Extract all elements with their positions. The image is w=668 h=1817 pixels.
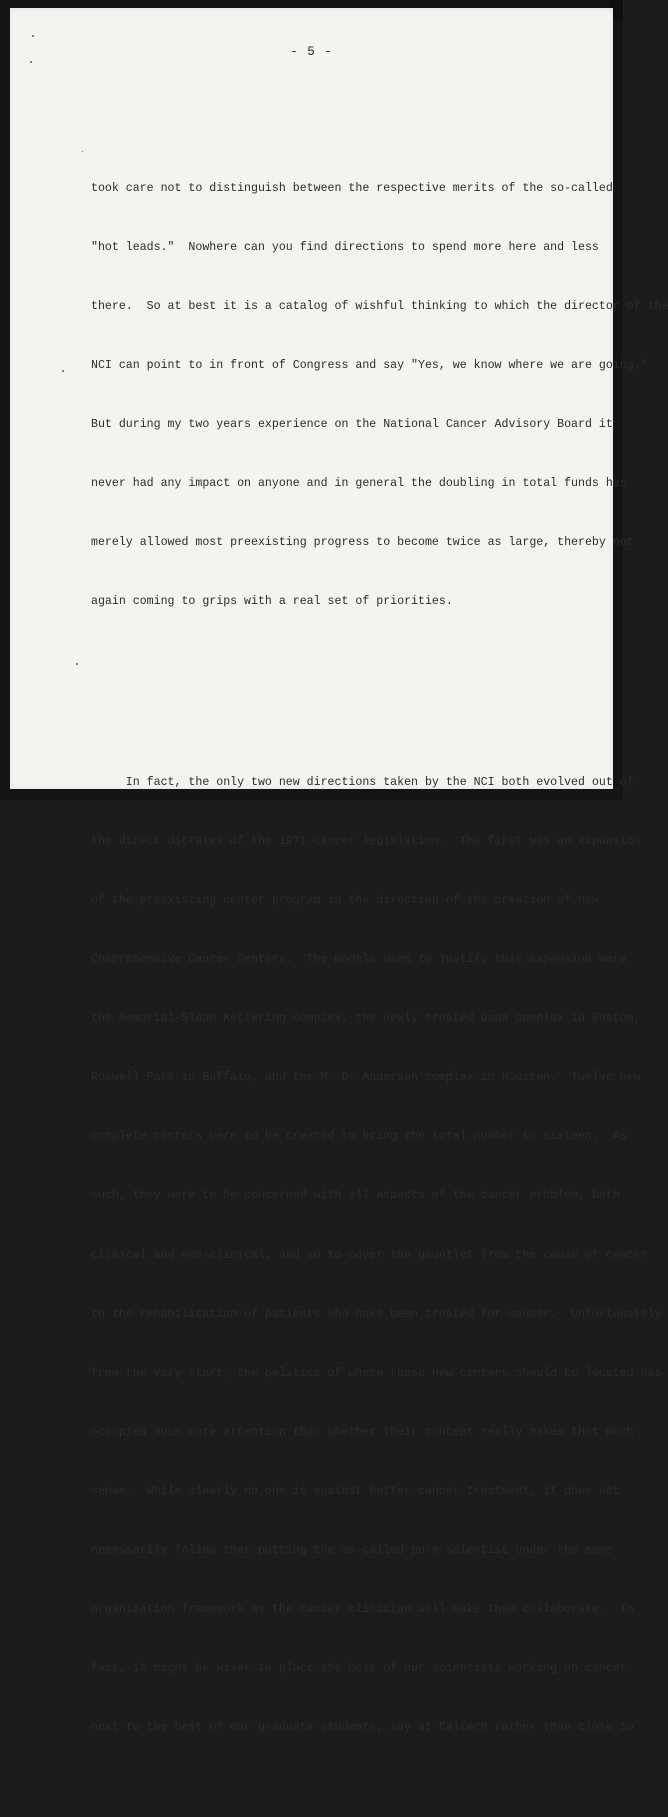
paragraph-2 <box>91 733 662 1777</box>
text-line: never had any impact on anyone and in general the doubling in total funds has <box>91 477 627 491</box>
text-line: the direct dictates of the 1971 cancer legislation. The first was an expansion <box>91 834 641 848</box>
scan-speck <box>30 61 32 63</box>
text-line: occupied much more attention than whether their concept really makes that much <box>91 1425 634 1439</box>
scan-speck <box>32 35 34 37</box>
text-line: "hot leads." Nowhere can you find directions to spend more here and less <box>91 240 599 254</box>
text-line: NCI can point to in front of Congress and say "Yes, we know where we are going." <box>91 359 648 373</box>
scan-speck <box>76 663 78 665</box>
text-line: merely allowed most preexisting progress to become twice as large, thereby not <box>91 536 634 550</box>
text-line: necessarily follow that putting the so-called pure scientist under the same <box>91 1544 613 1557</box>
scan-speck <box>62 370 64 372</box>
text-line: sense. While clearly no one is against better cancer treatment, it does not <box>91 1484 620 1498</box>
text-line: from the very start, the politics of where these new centers should be located has <box>91 1366 662 1380</box>
body-text <box>91 100 668 1817</box>
text-line: there. So at best it is a catalog of wishful thinking to which the director of the <box>91 300 668 313</box>
text-line: organization framework as the cancer clinician will make them collaborate. In <box>91 1603 634 1617</box>
text-line: such, they were to be concerned with all aspects of the cancer problem, both <box>91 1189 620 1203</box>
text-line: of the preexisting center program in the direction of the creation of new <box>91 893 599 907</box>
text-line: took care not to distinguish between the respective merits of the so-called <box>91 181 613 195</box>
page-number: - 5 - <box>290 45 333 59</box>
document-page <box>10 8 668 1735</box>
text-line: next to the best of our graduate students, say at Caltech rather than close to <box>91 1721 634 1735</box>
paragraph-1 <box>91 139 668 651</box>
paragraph-spacer <box>91 691 611 694</box>
text-line: In fact, the only two new directions taken by the NCI both evolved out of <box>91 775 634 789</box>
text-line: the Memorial-Sloan Kettering complex, the newly created Dana complex in Boston, <box>91 1012 641 1026</box>
text-line: Roswell Park in Buffalo, and the M. D. Anderson complex in Houston. Twelve new <box>91 1071 641 1085</box>
text-line: clinical and non-clinical, and so to cover the gauntlet from the cause of cancer <box>91 1248 648 1262</box>
text-line: Comprehensive Cancer Centers. The models used to justify this expansion were <box>91 953 627 967</box>
text-line: to the rehabilitation of patients who have been treated for cancer. Unfortunately <box>91 1307 662 1321</box>
text-line: fact, it might be wiser to place the best of our scientists working on cancer <box>91 1662 627 1676</box>
text-line: But during my two years experience on the National Cancer Advisory Board it <box>91 418 613 432</box>
text-line: complete centers were to be created to bring the total number to sixteen. As <box>91 1130 627 1144</box>
text-line: again coming to grips with a real set of priorities. <box>91 595 453 609</box>
scan-speck <box>82 151 83 152</box>
